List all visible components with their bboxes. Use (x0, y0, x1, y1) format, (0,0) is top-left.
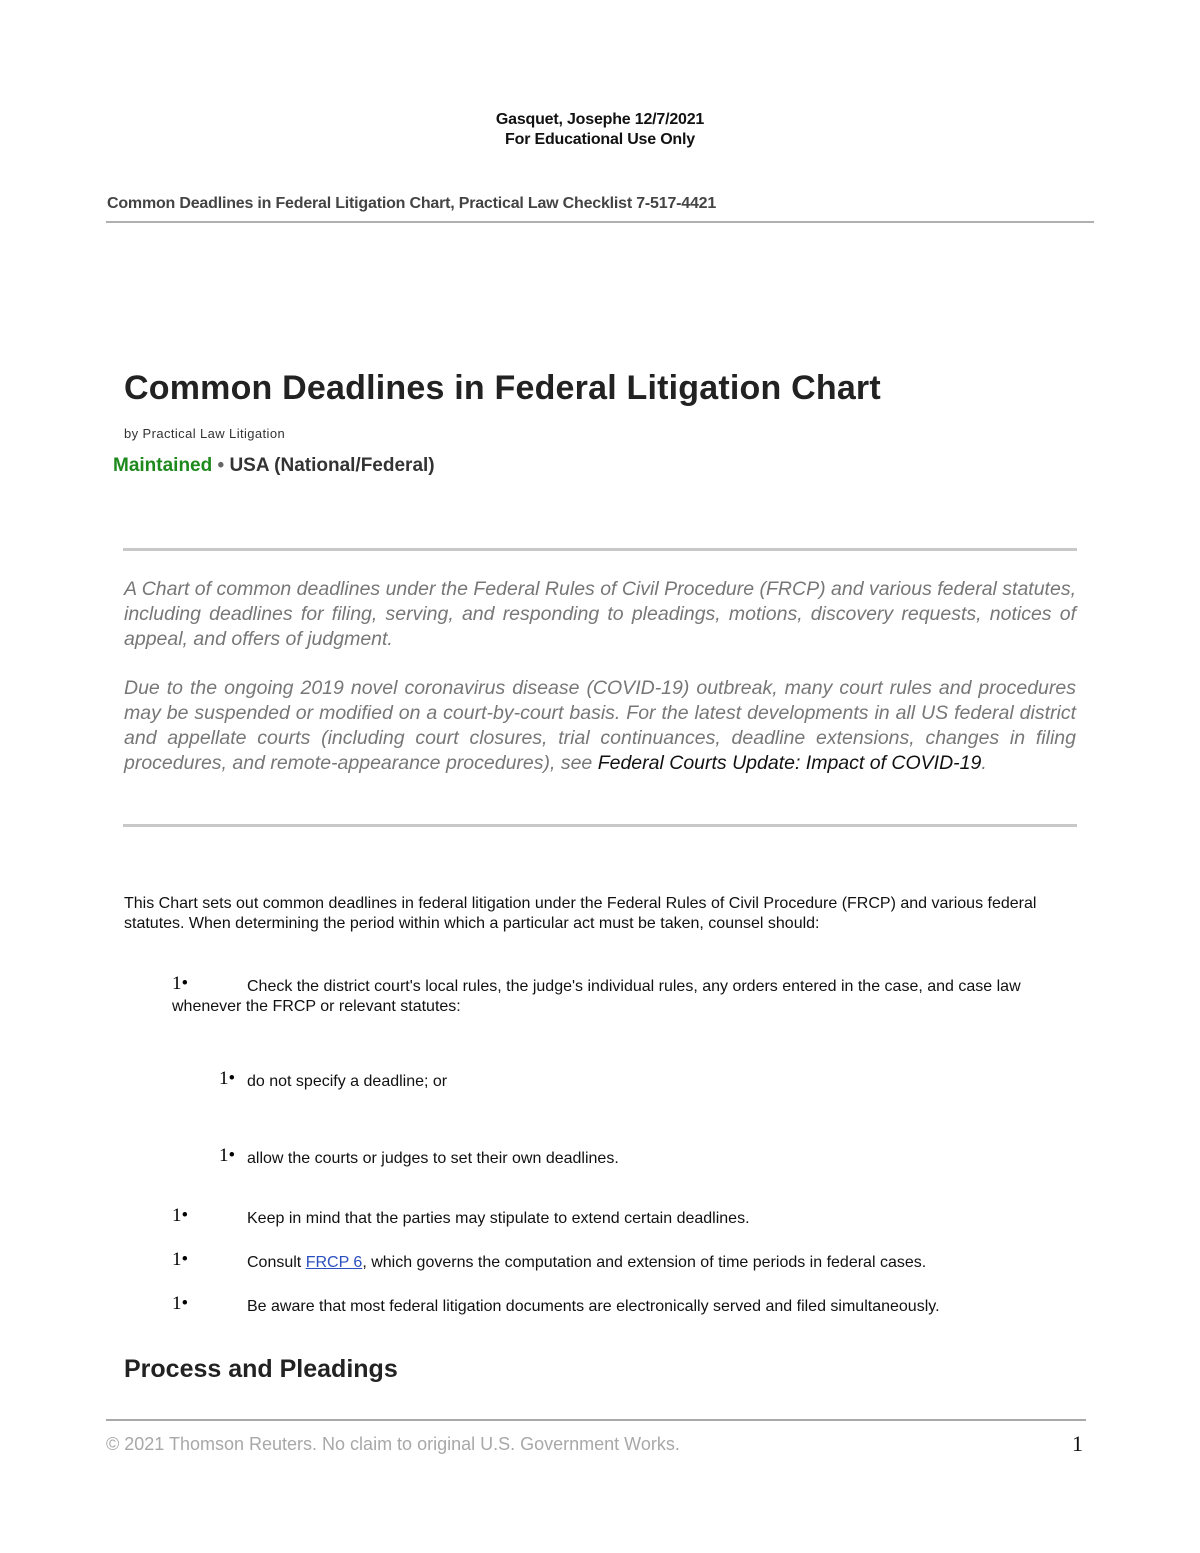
bullet-icon: 1• (172, 973, 189, 994)
document-citation: Common Deadlines in Federal Litigation Chart, Practical Law Checklist 7-517-4421 (107, 195, 717, 212)
bullet-icon: 1• (172, 1249, 189, 1270)
covid-notice-text: Due to the ongoing 2019 novel coronavirus disease (COVID-19) outbreak, many court rules and procedures may be suspended or modified on a court-by-court basis. For the latest developments in all US federal district and appellate courts (including court closures, trial continuances, deadline extensions, changes in filing procedures, and remote-appearance procedures), see (124, 677, 1076, 774)
print-header (0, 110, 1200, 150)
status-line (113, 455, 435, 477)
status-badge: Maintained (113, 455, 213, 476)
abstract-paragraph-1: A Chart of common deadlines under the Federal Rules of Civil Procedure (FRCP) and various federal statutes, including deadlines for filing, serving, and responding to pleadings, motions, discovery requests, notices of appeal, and offers of judgment. (124, 578, 1076, 650)
bullet-icon: 1• (219, 1145, 236, 1166)
bullet-icon: 1• (172, 1293, 189, 1314)
sub-list-item: do not specify a deadline; or (247, 1073, 448, 1090)
bullet-text: , which governs the computation and extension of time periods in federal cases. (362, 1254, 927, 1271)
period: . (981, 752, 987, 774)
section-heading: Process and Pleadings (124, 1355, 398, 1383)
abstract-paragraph-2 (124, 676, 1076, 776)
bullet-icon: 1• (219, 1068, 236, 1089)
covid-update-link[interactable]: Federal Courts Update: Impact of COVID-19 (597, 752, 982, 774)
list-item: Keep in mind that the parties may stipulate to extend certain deadlines. (247, 1210, 750, 1227)
jurisdiction: USA (National/Federal) (229, 455, 435, 476)
byline: by Practical Law Litigation (124, 426, 286, 441)
status-separator: • (217, 455, 225, 476)
educational-use-line: For Educational Use Only (505, 131, 695, 148)
user-date-line: Gasquet, Josephe 12/7/2021 (495, 111, 705, 128)
list-item: Be aware that most federal litigation documents are electronically served and filed simultaneously. (247, 1298, 940, 1315)
footer-divider (106, 1419, 1086, 1421)
copyright-notice: © 2021 Thomson Reuters. No claim to original U.S. Government Works. (106, 1434, 680, 1454)
bullet-icon: 1• (172, 1205, 189, 1226)
bullet-text: Consult (247, 1254, 306, 1271)
bullet-marker (172, 1206, 188, 1227)
header-divider (106, 221, 1094, 223)
sub-list-item: allow the courts or judges to set their own deadlines. (247, 1150, 619, 1167)
sub-bullet-marker (219, 1069, 235, 1090)
frcp6-link[interactable]: FRCP 6 (305, 1254, 363, 1271)
sub-bullet-marker (219, 1146, 235, 1167)
bullet-marker (172, 1294, 188, 1315)
list-item: Check the district court's local rules, the judge's individual rules, any orders entered in the case, and case law whenever the FRCP or relevant statutes: (172, 978, 1021, 1015)
page-number: 1 (1072, 1431, 1083, 1456)
intro-paragraph: This Chart sets out common deadlines in federal litigation under the Federal Rules of Civil Procedure (FRCP) and various federal statutes. When determining the period within which a particular act must be taken, counsel should: (124, 895, 1037, 932)
page-title: Common Deadlines in Federal Litigation Chart (124, 369, 881, 407)
bullet-marker (172, 1250, 188, 1271)
abstract-bottom-divider (123, 824, 1077, 827)
list-item (247, 1253, 926, 1273)
abstract-top-divider (123, 548, 1077, 551)
